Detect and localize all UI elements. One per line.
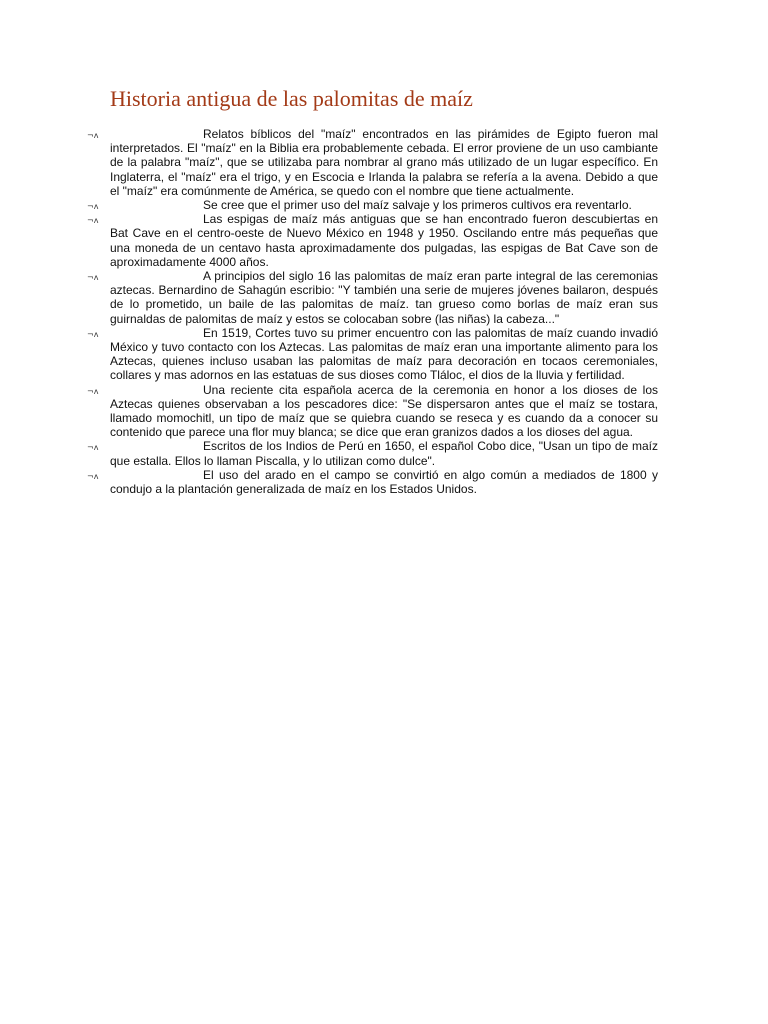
paragraph-3 bbox=[0, 212, 768, 269]
bullet-marker-icon: ¬ʌ bbox=[87, 329, 99, 339]
paragraph-text: El uso del arado en el campo se convirtió en algo común a mediados de 1800 y condujo a la plantación generalizada de maíz en los Estados Unidos. bbox=[110, 467, 658, 497]
bullet-marker-icon: ¬ʌ bbox=[87, 386, 99, 396]
paragraph-text: Una reciente cita española acerca de la ceremonia en honor a los dioses de los Aztecas quienes observaban a los pescadores dice: "Se dispersaron antes que el maíz se tostara, llamado momochitl, un tipo de maíz que se quiebra cuando se reseca y es cuando da a conocer su contenido que parece una flor muy blanca; se dice que eran granizos dados a los dioses del agua. bbox=[110, 382, 658, 440]
paragraph-6 bbox=[0, 383, 768, 440]
document-title: Historia antigua de las palomitas de maíz bbox=[110, 86, 473, 111]
bullet-marker-icon: ¬ʌ bbox=[87, 273, 99, 283]
paragraph-2 bbox=[0, 198, 768, 212]
paragraph-text: Escritos de los Indios de Perú en 1650, el español Cobo dice, "Usan un tipo de maíz que estalla. Ellos lo llaman Piscalla, y lo utilizan como dulce". bbox=[110, 439, 658, 468]
paragraph-8 bbox=[0, 468, 768, 496]
bullet-marker-icon: ¬ʌ bbox=[87, 131, 99, 140]
paragraph-7 bbox=[0, 439, 768, 467]
paragraph-text: Relatos bíblicos del "maíz" encontrados en las pirámides de Egipto fueron mal interpretados. El "maíz" en la Biblia era probablemente cebada. El error proviene de un uso cambiante de la palabra "maíz", que se utilizaba para nombrar al grano más utilizado de un lugar específico. En Inglaterra, el "maíz" era el trigo, y en Escocia e Irlanda la palabra se refería a la avena. Debido a que el "maíz" era comúnmente de América, se quedo con el nombre que tiene actualmente. bbox=[110, 127, 658, 198]
paragraph-4 bbox=[0, 269, 768, 326]
paragraph-text: En 1519, Cortes tuvo su primer encuentro con las palomitas de maíz cuando invadió México y tuvo contacto con los Aztecas. Las palomitas de maíz eran una importante alimento para los Aztecas, quienes incluso usaban las palomitas de maíz para decoración en tocaos ceremoniales, collares y mas adornos en las estatuas de sus dioses como Tláloc, el dios de la lluvia y fertilidad. bbox=[110, 325, 658, 383]
paragraph-text: Se cree que el primer uso del maíz salvaje y los primeros cultivos era reventarlo. bbox=[203, 198, 632, 213]
paragraph-text: Las espigas de maíz más antiguas que se han encontrado fueron descubiertas en Bat Cave en el centro-oeste de Nuevo México en 1948 y 1950. Oscilando entre más pequeñas que una moneda de un centavo hasta aproximadamente dos pulgadas, las espigas de Bat Cave son de aproximadamente 4000 años. bbox=[110, 212, 658, 269]
bullet-marker-icon: ¬ʌ bbox=[87, 443, 99, 453]
paragraph-text: A principios del siglo 16 las palomitas de maíz eran parte integral de las ceremonias aztecas. Bernardino de Sahagún escribio: "Y también una serie de mujeres jóvenes bailaron, después de lo prometido, un baile de las palomitas de maíz. tan grueso como borlas de maíz eran sus guirnaldas de palomitas de maíz y estos se colocaban sobre (las niñas) la cabeza..." bbox=[110, 269, 658, 326]
paragraph-1 bbox=[0, 127, 768, 198]
bullet-marker-icon: ¬ʌ bbox=[87, 202, 99, 212]
bullet-marker-icon: ¬ʌ bbox=[87, 471, 99, 481]
bullet-marker-icon: ¬ʌ bbox=[87, 216, 99, 226]
paragraph-5 bbox=[0, 326, 768, 383]
paragraph-list bbox=[0, 127, 768, 496]
